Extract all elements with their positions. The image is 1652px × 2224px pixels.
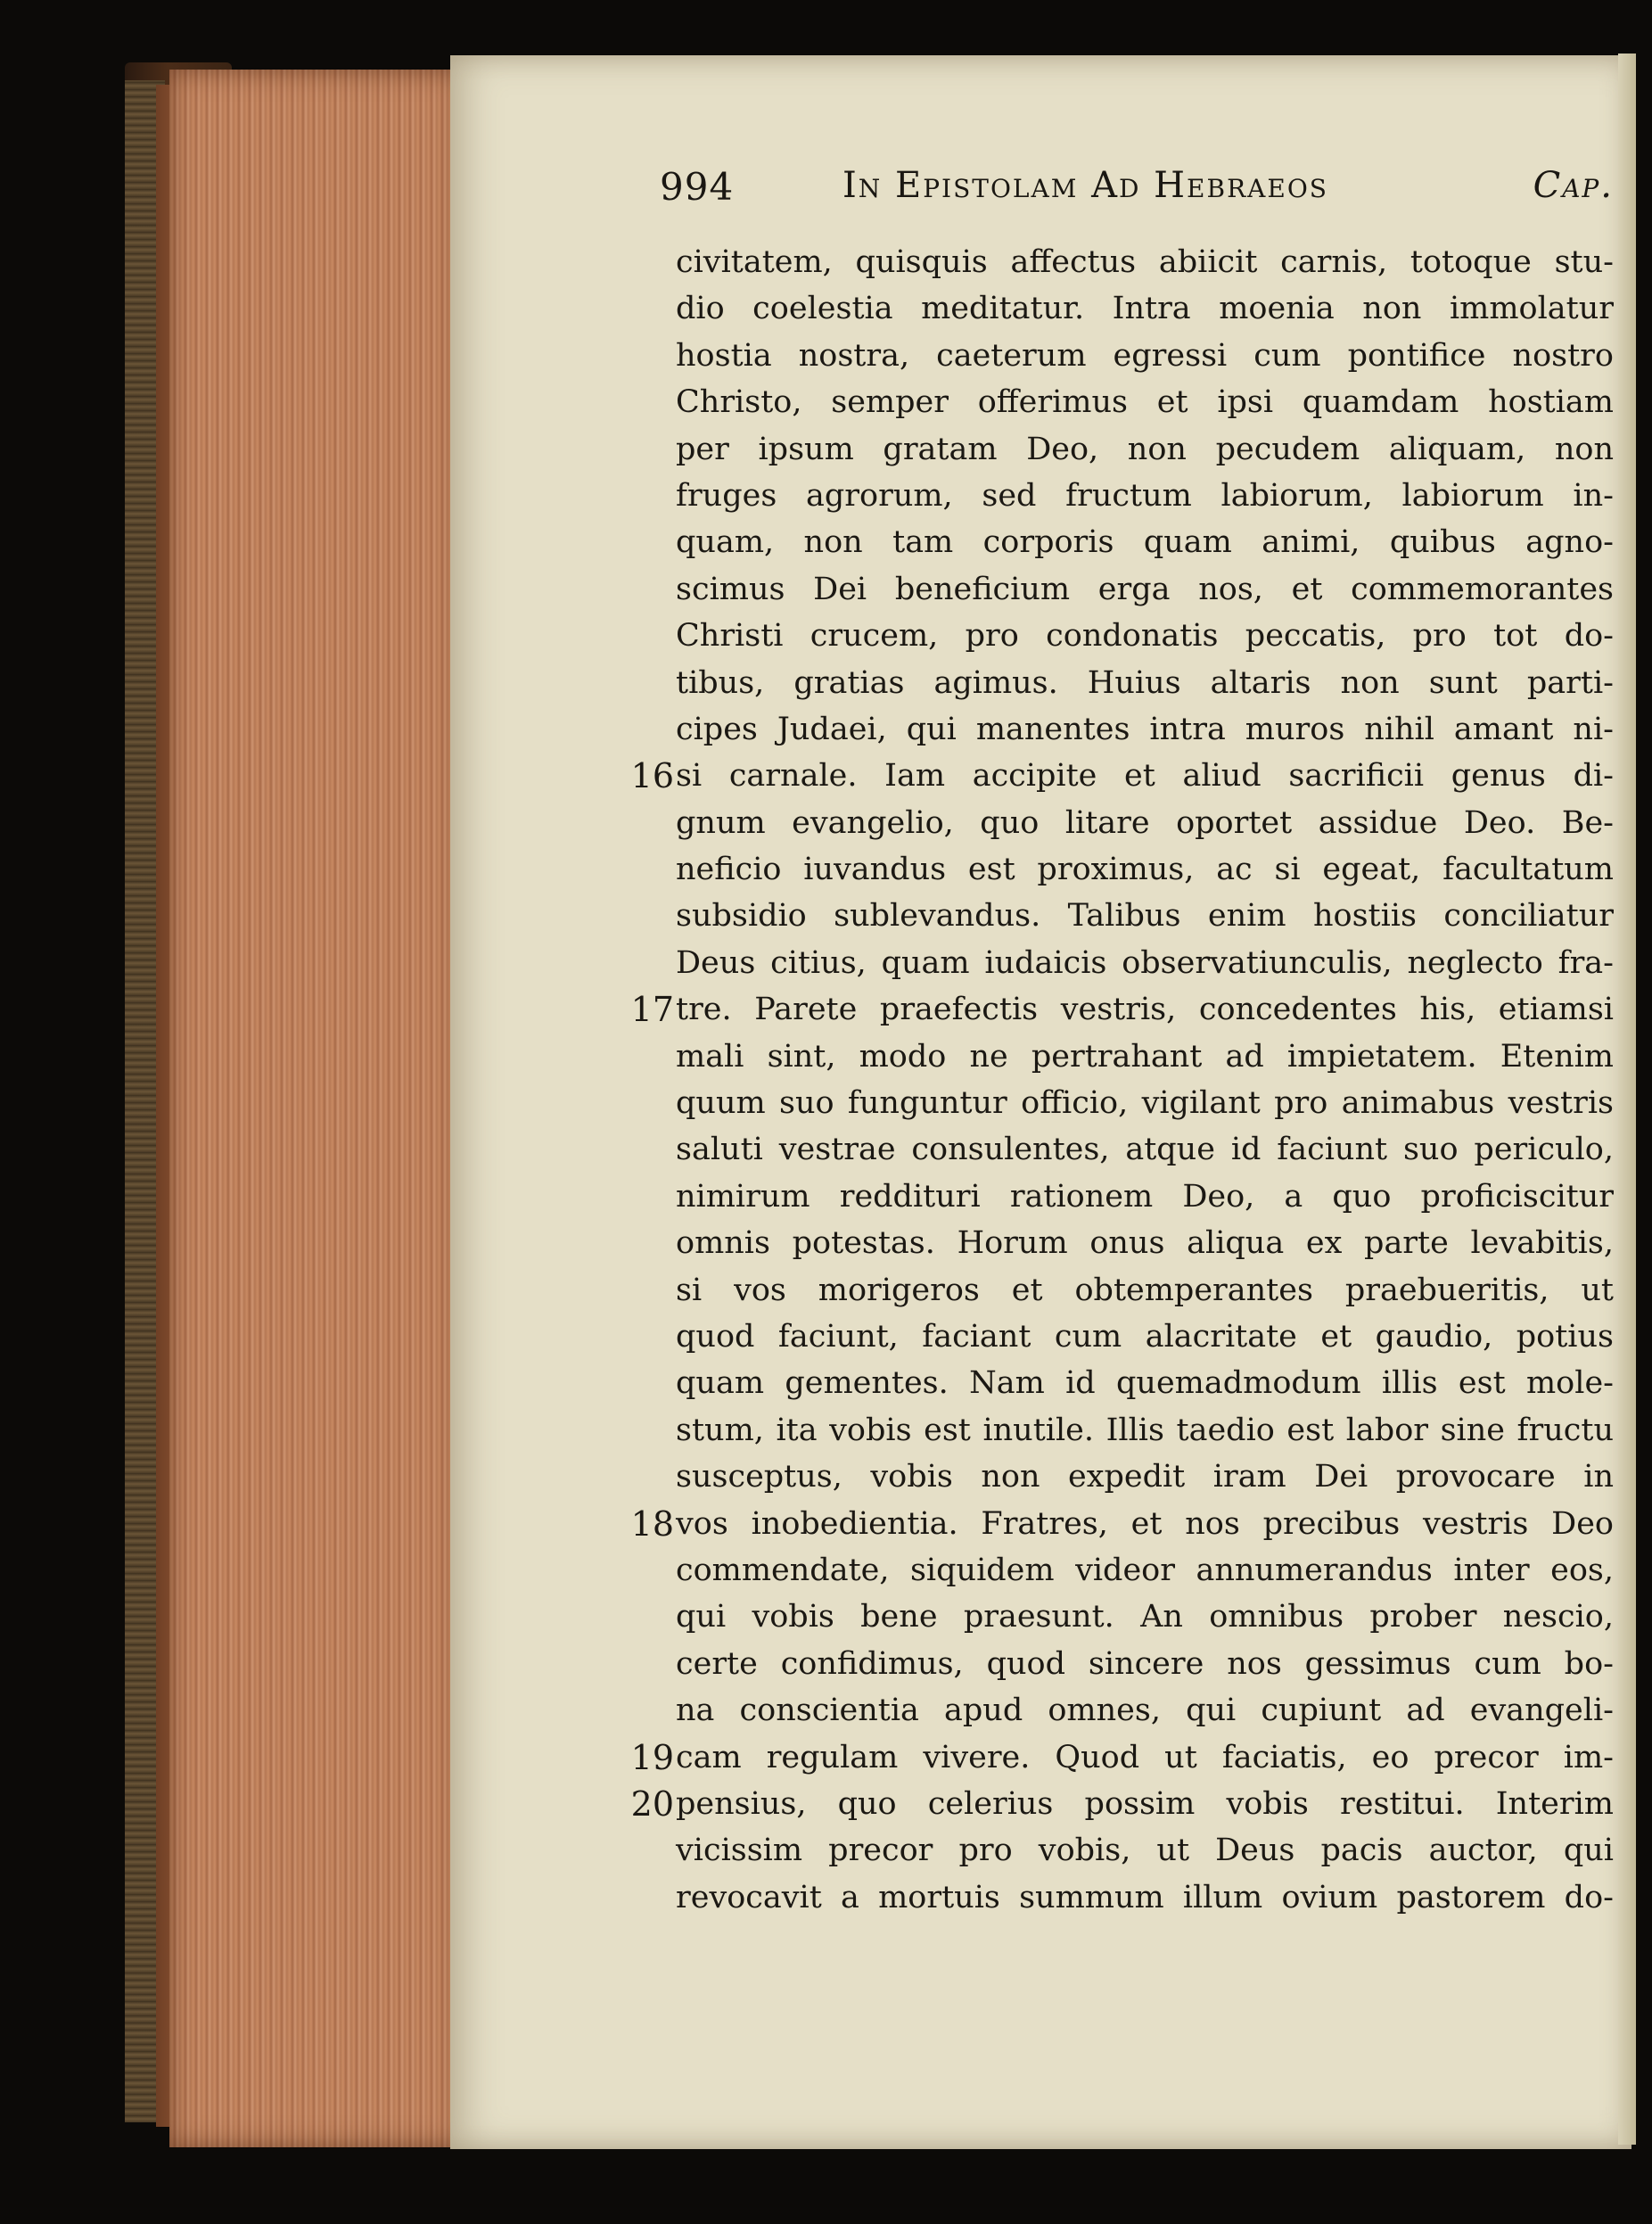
line-text: nimirum reddituri rationem Deo, a quo proficiscitur xyxy=(676,1178,1614,1215)
line-text: vicissim precor pro vobis, ut Deus pacis auctor, qui xyxy=(676,1833,1614,1869)
text-line xyxy=(615,1874,1614,1921)
body-text xyxy=(615,239,1614,1921)
line-text: stum, ita vobis est inutile. Illis taedio est labor sine fructu xyxy=(676,1412,1614,1448)
text-line xyxy=(615,473,1614,519)
line-text: cam regulam vivere. Quod ut faciatis, eo precor im- xyxy=(676,1739,1614,1775)
verse-number: 19 xyxy=(630,1737,674,1777)
text-line xyxy=(615,1220,1614,1266)
line-text: quum suo funguntur officio, vigilant pro animabus vestris xyxy=(676,1085,1614,1122)
line-text: Christi crucem, pro condonatis peccatis, pro tot do- xyxy=(676,618,1614,655)
text-line xyxy=(615,1734,1614,1781)
text-line xyxy=(615,519,1614,565)
text-line xyxy=(615,1314,1614,1360)
line-text: pensius, quo celerius possim vobis restitui. Interim xyxy=(676,1785,1614,1822)
text-line xyxy=(615,940,1614,986)
line-text: si vos morigeros et obtemperantes praebueritis, ut xyxy=(676,1272,1614,1308)
page-block-edge xyxy=(169,70,464,2147)
text-line xyxy=(615,239,1614,285)
text-line xyxy=(615,1687,1614,1734)
line-text: civitatem, quisquis affectus abiicit carnis, totoque stu- xyxy=(676,244,1614,280)
line-text: tre. Parete praefectis vestris, concedentes his, etiamsi xyxy=(676,992,1614,1028)
text-line xyxy=(615,753,1614,799)
text-line xyxy=(615,379,1614,425)
line-text: quod faciunt, faciant cum alacritate et gaudio, potius xyxy=(676,1318,1614,1355)
line-text: saluti vestrae consulentes, atque id faciunt suo periculo, xyxy=(676,1132,1614,1168)
line-text: mali sint, modo ne pertrahant ad impietatem. Etenim xyxy=(676,1038,1614,1075)
text-line xyxy=(615,1594,1614,1640)
line-text: quam, non tam corporis quam animi, quibus agno- xyxy=(676,524,1614,561)
verse-number: 16 xyxy=(630,756,674,796)
line-text: certe confidimus, quod sincere nos gessimus cum bo- xyxy=(676,1645,1614,1682)
line-text: na conscientia apud omnes, qui cupiunt ad evangeli- xyxy=(676,1693,1614,1729)
running-title: In Epistolam Ad Hebraeos xyxy=(842,165,1328,206)
line-text: Deus citius, quam iudaicis observatiunculis, neglecto fra- xyxy=(676,944,1614,981)
verse-number: 17 xyxy=(630,990,674,1030)
text-line xyxy=(615,613,1614,659)
line-text: neficio iuvandus est proximus, ac si egeat, facultatum xyxy=(676,852,1614,888)
text-line xyxy=(615,1547,1614,1594)
text-line xyxy=(615,1501,1614,1547)
line-text: dio coelestia meditatur. Intra moenia non immolatur xyxy=(676,291,1614,327)
text-line xyxy=(615,285,1614,332)
running-head xyxy=(660,165,1614,218)
text-line xyxy=(615,1080,1614,1126)
page-number: 994 xyxy=(660,165,735,209)
line-text: commendate, siquidem videor annumerandus inter eos, xyxy=(676,1552,1614,1588)
text-line xyxy=(615,1407,1614,1454)
line-text: cipes Judaei, qui manentes intra muros nihil amant ni- xyxy=(676,711,1614,747)
text-line xyxy=(615,1174,1614,1220)
chapter-abbrev: Cap. xyxy=(1533,165,1614,206)
line-text: quam gementes. Nam id quemadmodum illis est mole- xyxy=(676,1365,1614,1402)
text-line xyxy=(615,800,1614,846)
line-text: si carnale. Iam accipite et aliud sacrificii genus di- xyxy=(676,758,1614,795)
line-text: gnum evangelio, quo litare oportet assidue Deo. Be- xyxy=(676,804,1614,841)
text-line xyxy=(615,846,1614,893)
text-line xyxy=(615,1641,1614,1687)
text-line xyxy=(615,1126,1614,1173)
line-text: tibus, gratias agimus. Huius altaris non sunt parti- xyxy=(676,664,1614,701)
line-text: fruges agrorum, sed fructum labiorum, labiorum in- xyxy=(676,477,1614,514)
text-line xyxy=(615,706,1614,753)
text-line xyxy=(615,1034,1614,1080)
text-line xyxy=(615,1267,1614,1314)
text-line xyxy=(615,333,1614,379)
line-text: susceptus, vobis non expedit iram Dei provocare in xyxy=(676,1459,1614,1495)
text-line xyxy=(615,660,1614,706)
line-text: qui vobis bene praesunt. An omnibus prober nescio, xyxy=(676,1599,1614,1635)
text-line xyxy=(615,1360,1614,1406)
line-text: hostia nostra, caeterum egressi cum pontifice nostro xyxy=(676,337,1614,374)
line-text: Christo, semper offerimus et ipsi quamdam hostiam xyxy=(676,384,1614,421)
line-text: omnis potestas. Horum onus aliqua ex parte levabitis, xyxy=(676,1225,1614,1262)
text-line xyxy=(615,426,1614,473)
verse-number: 18 xyxy=(630,1503,674,1544)
text-line xyxy=(615,1781,1614,1827)
text-line xyxy=(615,986,1614,1033)
line-text: scimus Dei beneficium erga nos, et commemorantes xyxy=(676,571,1614,607)
text-line xyxy=(615,1827,1614,1874)
text-line xyxy=(615,893,1614,939)
line-text: vos inobedientia. Fratres, et nos precibus vestris Deo xyxy=(676,1505,1614,1542)
line-text: subsidio sublevandus. Talibus enim hostiis conciliatur xyxy=(676,898,1614,935)
line-text: per ipsum gratam Deo, non pecudem aliquam, non xyxy=(676,431,1614,467)
page-right-edge xyxy=(1618,54,1636,2145)
verse-number: 20 xyxy=(630,1783,674,1824)
text-line xyxy=(615,1454,1614,1500)
line-text: revocavit a mortuis summum illum ovium pastorem do- xyxy=(676,1879,1614,1915)
text-line xyxy=(615,566,1614,613)
